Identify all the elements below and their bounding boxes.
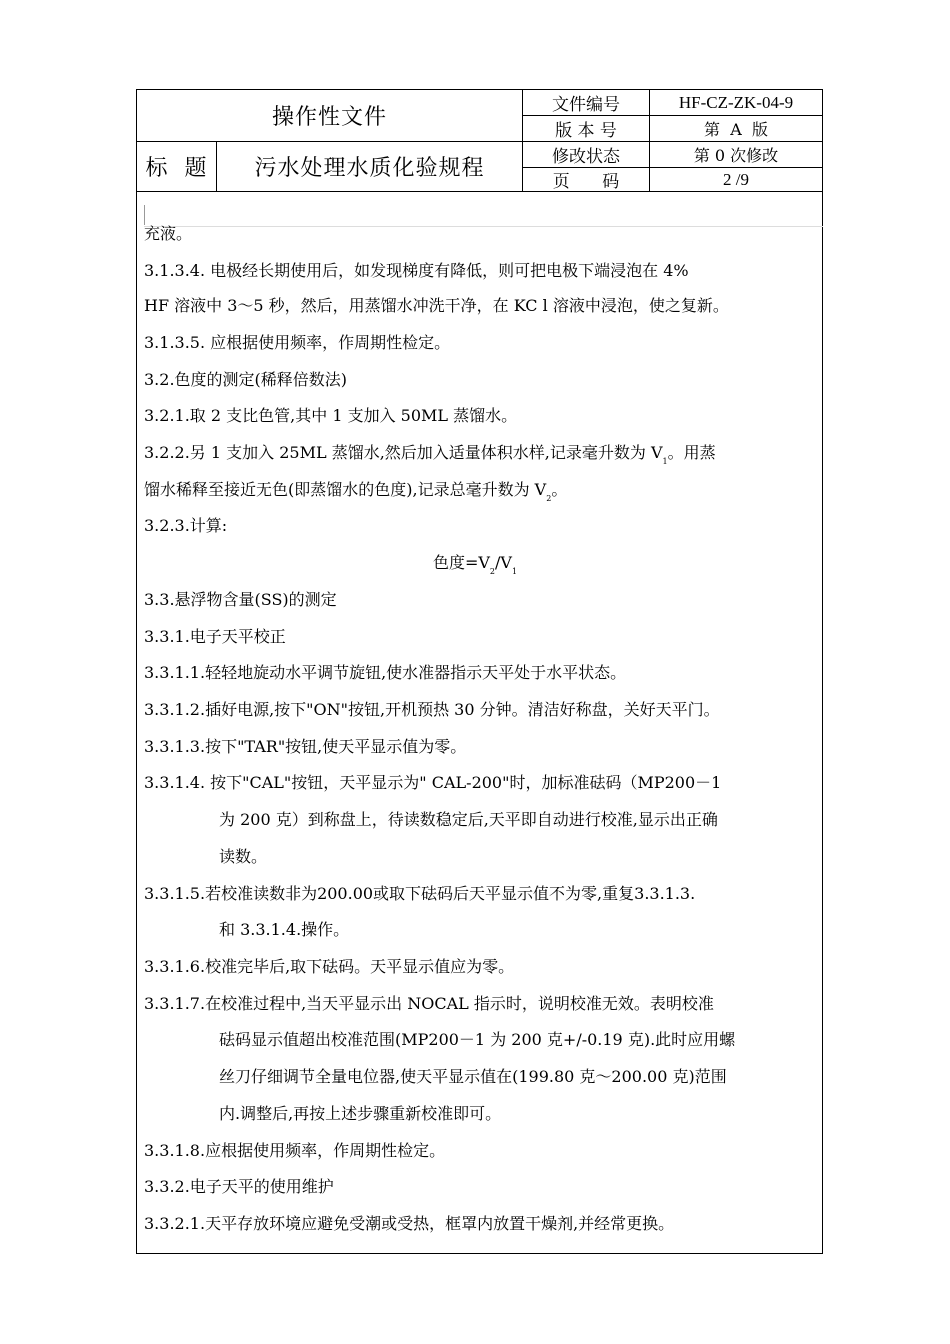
- text-line: 内.调整后,再按上述步骤重新校准即可。: [219, 1104, 502, 1123]
- text-line: 为 200 克）到称盘上，待读数稳定后,天平即自动进行校准,显示出正确: [219, 810, 718, 829]
- text-line: 3.3.1.4. 按下"CAL"按钮，天平显示为" CAL-200"时，加标准砝码（MP200－1: [144, 773, 722, 792]
- field-label-revision: 修改状态: [552, 147, 620, 167]
- subscript: 1: [662, 457, 668, 466]
- text-segment: 馏水稀释至接近无色(即蒸馏水的色度),记录总毫升数为 V: [144, 480, 547, 499]
- doc-number-value: HF-CZ-ZK-04-9: [678, 92, 794, 112]
- revision-value: 第 0 次修改: [693, 146, 779, 165]
- text-segment: 。: [551, 480, 568, 499]
- section-heading: 3.3.2.电子天平的使用维护: [144, 1177, 334, 1196]
- section-heading: 3.2.色度的测定(稀释倍数法): [144, 370, 348, 389]
- text-line: 读数。: [219, 847, 268, 866]
- text-line: HF 溶液中 3～5 秒，然后，用蒸馏水冲洗干净，在 KC l 溶液中浸泡，使之复新。: [144, 296, 729, 315]
- text-segment: 3.2.2.另 1 支加入 25ML 蒸馏水,然后加入适量体积水样,记录毫升数为 V: [144, 443, 663, 462]
- text-line: 丝刀仔细调节全量电位器,使天平显示值在(199.80 克～200.00 克)范围: [219, 1067, 727, 1086]
- subscript: 1: [511, 567, 518, 576]
- section-heading: 3.3.1.电子天平校正: [144, 627, 286, 646]
- doc-type: 操作性文件: [271, 105, 387, 130]
- field-label-version: 版 本 号: [555, 121, 617, 141]
- text-line: 砝码显示值超出校准范围(MP200－1 为 200 克+/-0.19 克).此时应用螺: [219, 1030, 736, 1049]
- text-line: 3.2.3.计算:: [144, 516, 228, 535]
- text-line: 3.3.2.1.天平存放环境应避免受潮或受热，框罩内放置干燥剂,并经常更换。: [144, 1214, 675, 1233]
- text-line: 3.3.1.6.校准完毕后,取下砝码。天平显示值应为零。: [144, 957, 515, 976]
- text-line: 和 3.3.1.4.操作。: [219, 920, 350, 939]
- text-line: [144, 480, 567, 509]
- text-line: 3.3.1.5.若校准读数非为200.00或取下砝码后天平显示值不为零,重复3.3.1.3.: [144, 884, 696, 903]
- text-boundary-line: [144, 226, 823, 227]
- field-label-doc-number: 文件编号: [552, 95, 620, 115]
- subscript: 2: [489, 567, 495, 576]
- text-segment: 。用蒸: [667, 443, 716, 462]
- title-label: 标 题: [145, 156, 208, 181]
- text-line: 3.1.3.5. 应根据使用频率，作周期性检定。: [144, 333, 451, 352]
- section-heading: 3.3.悬浮物含量(SS)的测定: [144, 590, 337, 609]
- text-line: 3.2.1.取 2 支比色管,其中 1 支加入 50ML 蒸馏水。: [144, 406, 518, 425]
- text-line: [144, 443, 716, 472]
- formula: [0, 553, 950, 582]
- text-line: 3.3.1.7.在校准过程中,当天平显示出 NOCAL 指示时，说明校准无效。表明校准: [144, 994, 714, 1013]
- text-line: 充液。: [144, 224, 193, 243]
- field-label-page: 页 码: [552, 172, 620, 192]
- version-value: 第 A 版: [704, 120, 768, 139]
- doc-title: 污水处理水质化验规程: [254, 156, 485, 181]
- text-line: 3.3.1.8.应根据使用频率，作周期性检定。: [144, 1141, 446, 1160]
- header-table: [136, 89, 823, 192]
- text-line: 3.3.1.1.轻轻地旋动水平调节旋钮,使水准器指示天平处于水平状态。: [144, 663, 627, 682]
- text-segment: /V: [495, 553, 512, 572]
- subscript: 2: [546, 494, 552, 503]
- text-line: 3.1.3.4. 电极经长期使用后，如发现梯度有降低，则可把电极下端浸泡在 4%: [144, 261, 689, 280]
- page-value: 2 /9: [723, 169, 749, 189]
- text-boundary-mark: [144, 205, 145, 225]
- text-segment: 色度=V: [432, 553, 490, 572]
- text-line: 3.3.1.3.按下"TAR"按钮,使天平显示值为零。: [144, 737, 467, 756]
- text-line: 3.3.1.2.插好电源,按下"ON"按钮,开机预热 30 分钟。清洁好称盘，关好天平门。: [144, 700, 720, 719]
